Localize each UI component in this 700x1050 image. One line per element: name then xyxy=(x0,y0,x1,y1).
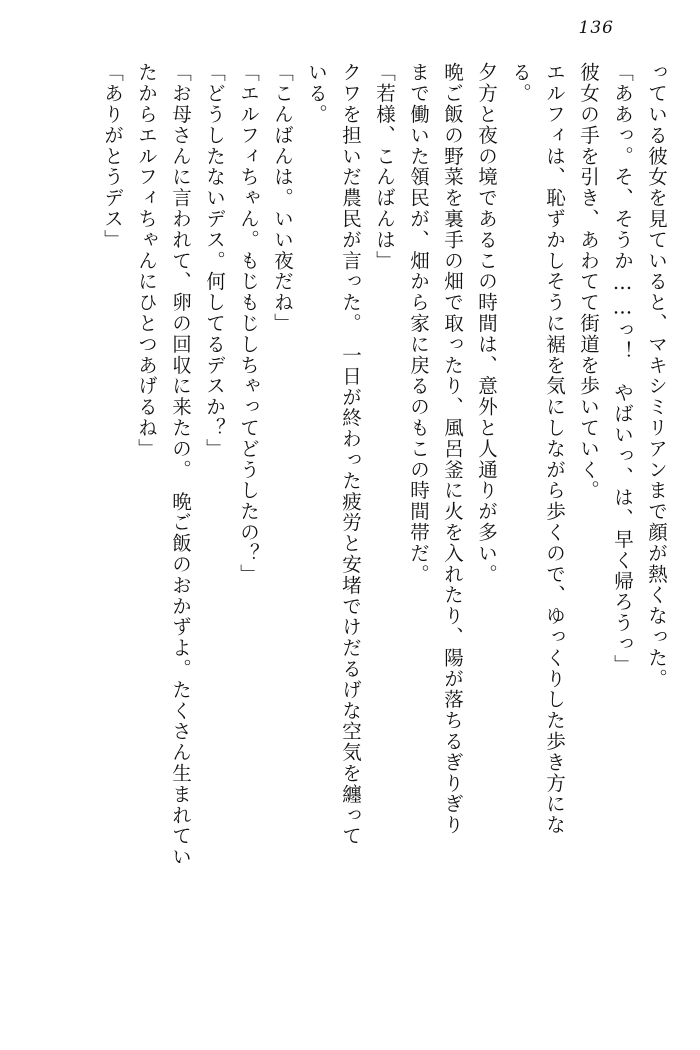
text-column: 「ありがとうデス」 xyxy=(101,62,124,251)
text-column: 「エルフィちゃん。もじもじしちゃってどうしたの？」 xyxy=(237,62,260,585)
text-column: 「お母さんに言われて、卵の回収に来たの。 晩ご飯のおかずよ。たくさん生まれてい xyxy=(169,62,192,868)
text-column: まで働いた領民が、畑から家に戻るのもこの時間帯だ。 xyxy=(407,62,430,585)
text-column: たからエルフィちゃんにひとつあげるね」 xyxy=(135,62,158,460)
vertical-text-body xyxy=(34,62,666,1010)
text-column: クワを担いだ農民が言った。 一日が終わった疲労と安堵でけだるげな空気を纏って xyxy=(339,62,362,847)
text-column: っている彼女を見ていると、マキシミリアンまで顔が熱くなった。 xyxy=(645,62,668,689)
text-column: 「こんばんは。いい夜だね」 xyxy=(271,62,294,334)
text-column: 「ああっ。そ、そうか……っ！ やばいっ、は、早く帰ろうっ」 xyxy=(611,62,634,676)
text-column: エルフィは、恥ずかしそうに裾を気にしながら歩くので、ゆっくりした歩き方にな xyxy=(543,62,566,836)
text-column: 「どうしたないデス。何してるデスか？」 xyxy=(203,62,226,460)
page-number: 136 xyxy=(578,18,614,38)
text-column: いる。 xyxy=(305,62,328,125)
text-column: る。 xyxy=(509,62,532,104)
text-column: 晩ご飯の野菜を裏手の畑で取ったり、風呂釜に火を入れたり、陽が落ちるぎりぎり xyxy=(441,62,464,836)
text-column: 彼女の手を引き、あわてて街道を歩いていく。 xyxy=(577,62,600,501)
text-column: 「若様、こんばんは」 xyxy=(373,62,396,271)
text-column: 夕方と夜の境であるこの時間は、意外と人通りが多い。 xyxy=(475,62,498,585)
